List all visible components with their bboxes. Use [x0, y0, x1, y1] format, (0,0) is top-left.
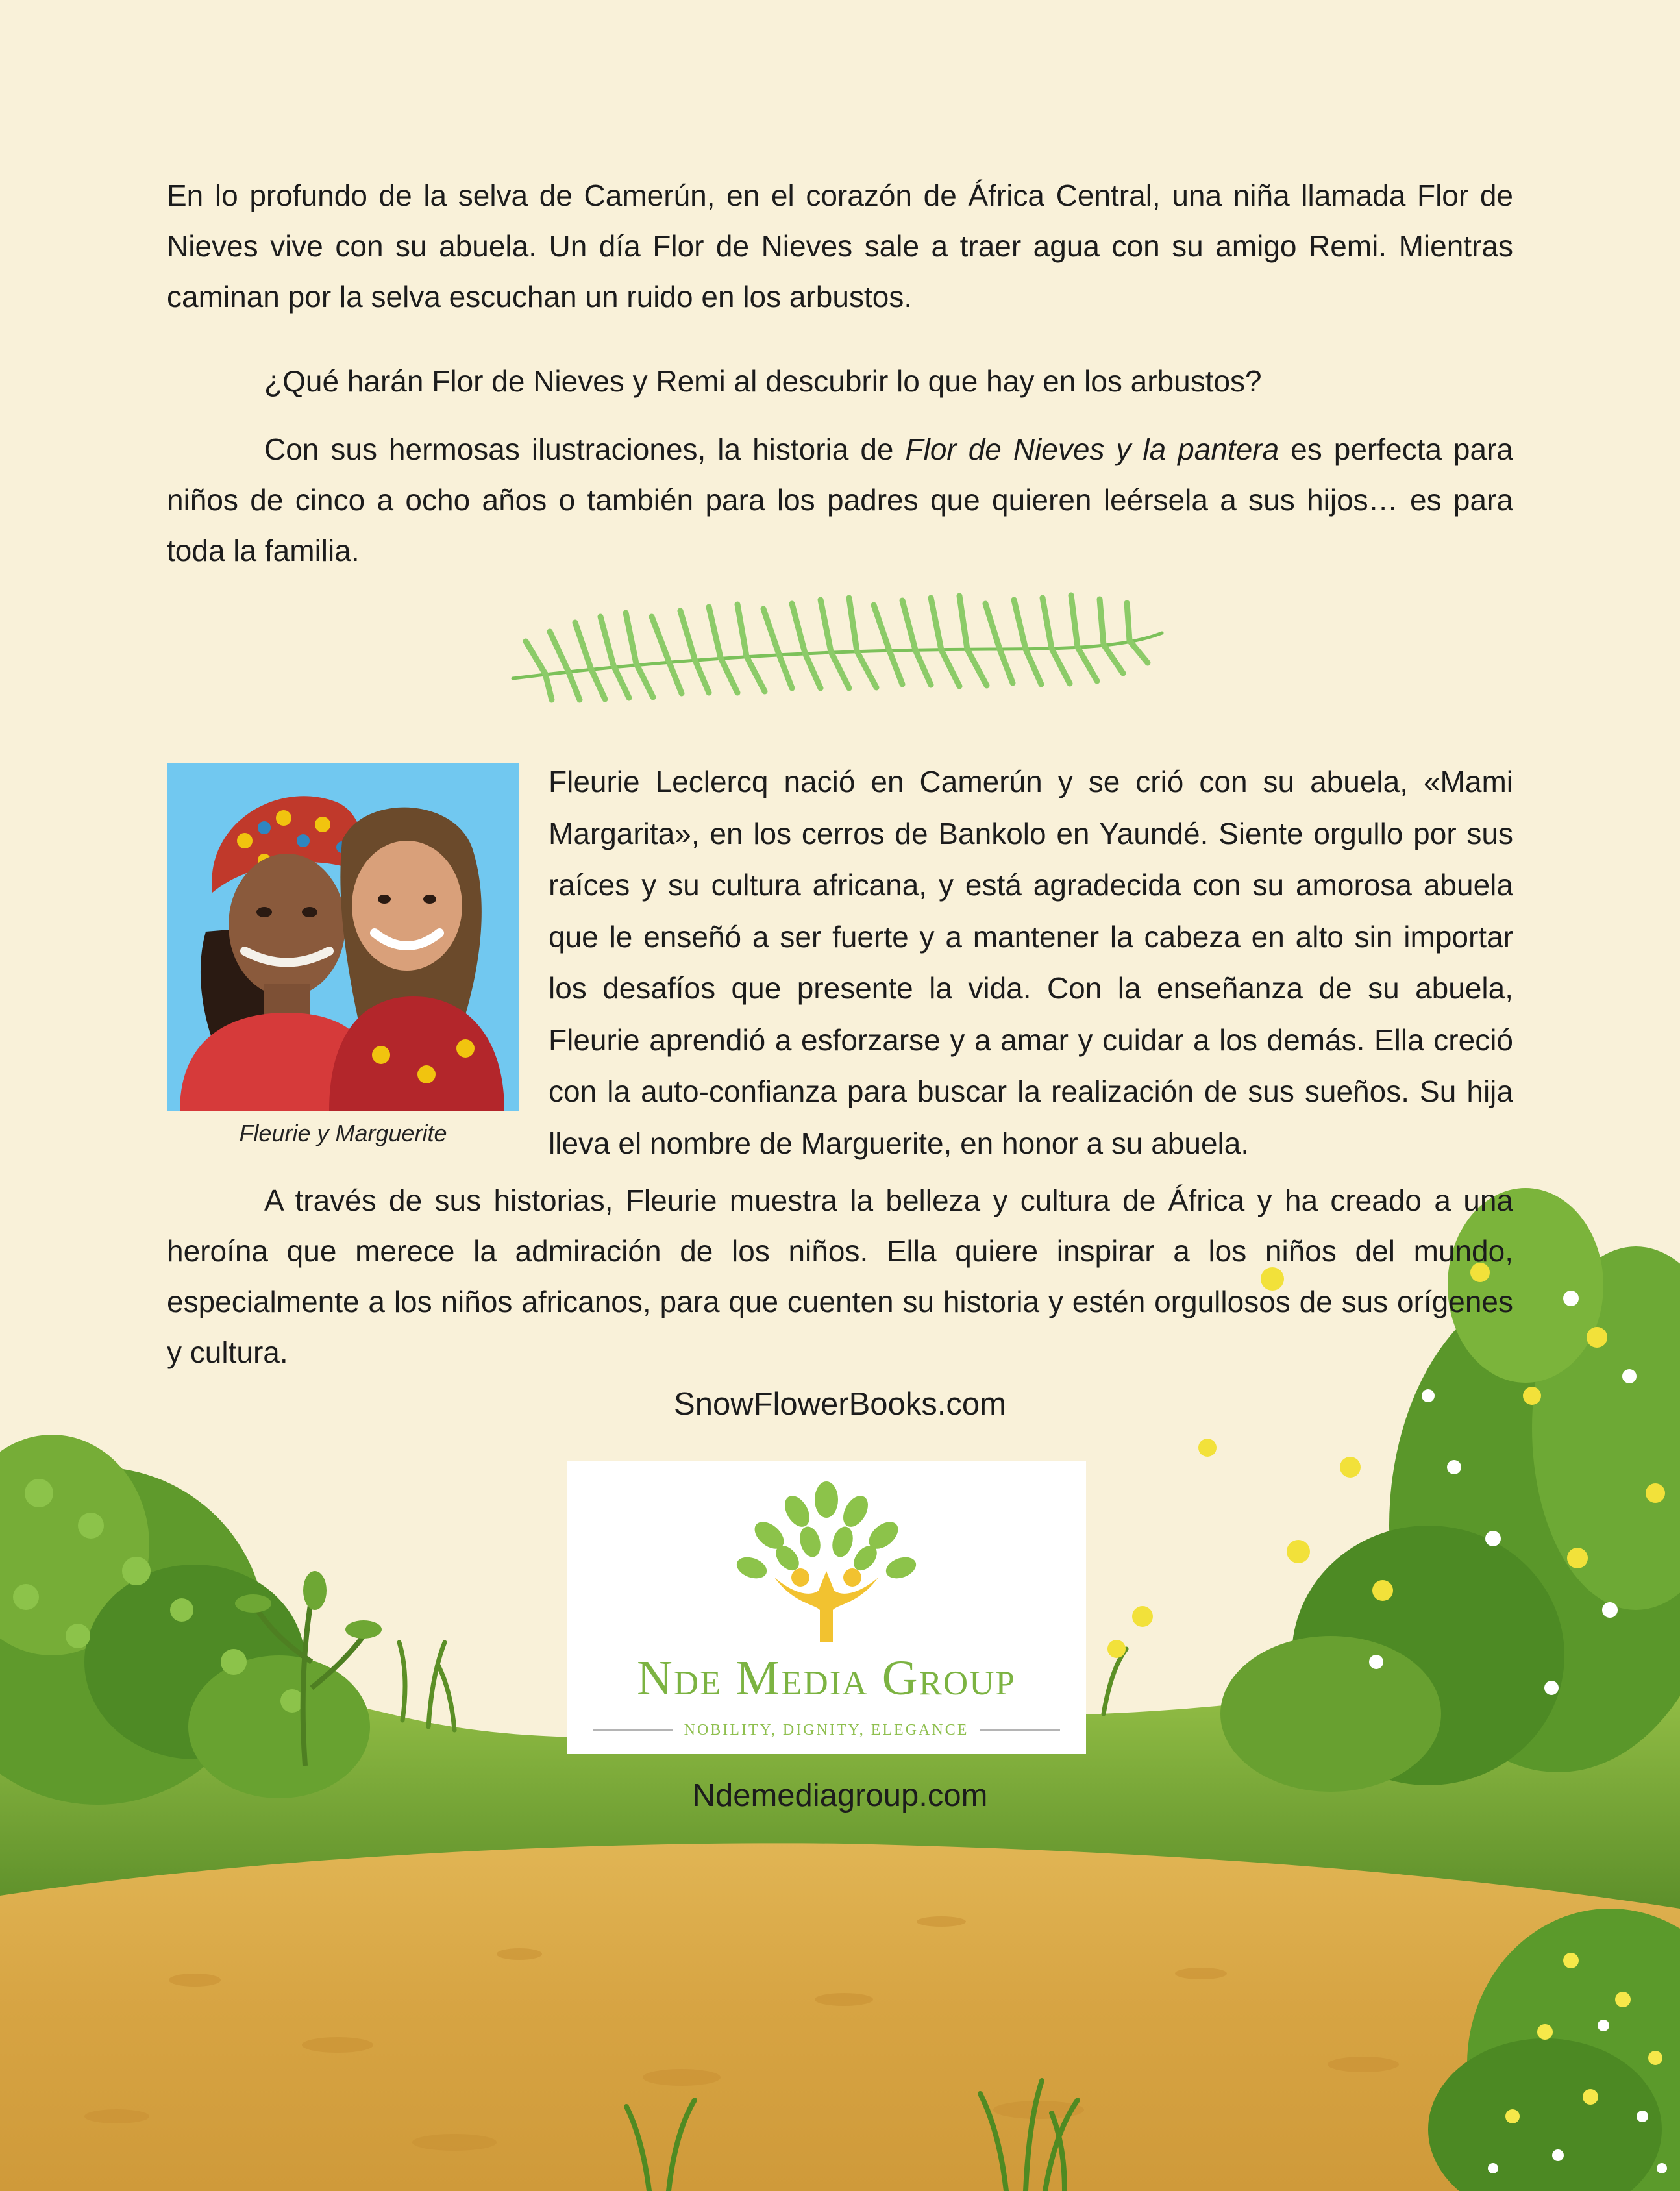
intro-paragraph-3 — [167, 424, 1513, 576]
intro-paragraph-1: En lo profundo de la selva de Camerún, en el corazón de África Central, una niña llamada Flor de Nieves vive con su abuela. Un día Flor de Nieves sale a traer agua con su amigo Remi. Mientras caminan por la selva escuchan un ruido en los arbustos. — [167, 179, 1513, 314]
book-title: Flor de Nieves y la pantera — [905, 432, 1279, 466]
child-face — [352, 841, 462, 971]
author-mission: A través de sus historias, Fleurie muestra la belleza y cultura de África y ha creado a una heroína que merece la admiración de los niños. Ella quiere inspirar a los niños del mundo, especialmente a los niños africanos, para que cuenten su historia y estén orgullosos de sus orígenes y cultura. — [167, 1183, 1513, 1369]
book-website-link[interactable]: SnowFlowerBooks.com — [674, 1387, 1006, 1422]
tagline-rule-left — [593, 1729, 673, 1731]
author-bio: Fleurie Leclercq nació en Camerún y se crió con su abuela, «Mami Margarita», en los cerros de Bankolo en Yaundé. Siente orgullo por sus raíces y su cultura africana, y está agradecida con su amorosa abuela que le enseñó a ser fuerte y a mantener la cabeza en alto sin importar los desafíos que presente la vida. Con la enseñanza de su abuela, Fleurie aprendió a esforzarse y a amar y cuidar a los demás. Ella creció con la auto-confianza para buscar la realización de sus sueños. Su hija lleva el nombre de Marguerite, en honor a su abuela. — [549, 765, 1513, 1160]
author-photo — [167, 763, 519, 1111]
intro-paragraph-3-start: Con sus hermosas ilustraciones, la historia de — [264, 432, 906, 466]
publisher-name: Nde Media Group — [637, 1651, 1016, 1705]
fern-leaves — [526, 595, 1148, 700]
tagline-rule-right — [980, 1729, 1060, 1731]
dirt-path — [0, 1823, 1680, 2191]
left-bush — [0, 1435, 370, 1805]
tree-logo-icon — [729, 1480, 924, 1649]
publisher-website-link[interactable]: Ndemediagroup.com — [692, 1778, 988, 1813]
portrait-illustration — [167, 763, 519, 1111]
intro-paragraph-2: ¿Qué harán Flor de Nieves y Remi al descubrir lo que hay en los arbustos? — [264, 364, 1262, 398]
intro-paragraph-3-end: es perfecta para niños de cinco a ocho años o también para los padres que quieren leérsela a sus hijos… es para toda la familia. — [167, 432, 1513, 567]
photo-caption: Fleurie y Marguerite — [239, 1120, 447, 1146]
publisher-tagline: NOBILITY, DIGNITY, ELEGANCE — [684, 1721, 969, 1739]
fern-divider — [506, 588, 1168, 717]
mother-face — [229, 854, 345, 996]
publisher-logo — [567, 1461, 1086, 1754]
publisher-tagline-row — [593, 1717, 1060, 1743]
